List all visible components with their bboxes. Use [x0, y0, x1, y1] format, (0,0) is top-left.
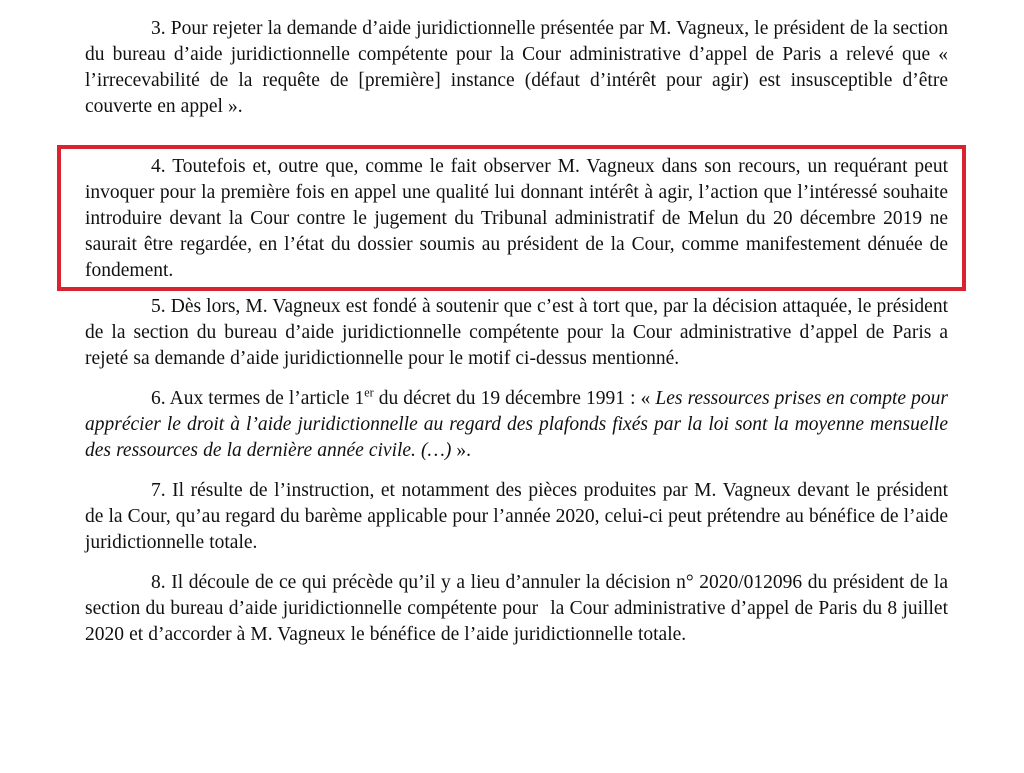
paragraph-8-part-1: 8. Il découle de ce qui précède qu’il y a lieu d’annuler la décision n° 2020/012096 du président de la section du bureau d’aide juridictionnelle compétente pour — [85, 572, 948, 619]
red-highlight-box — [57, 145, 966, 291]
paragraph-6 — [85, 386, 948, 464]
paragraph-8 — [85, 570, 948, 648]
paragraph-3: 3. Pour rejeter la demande d’aide juridictionnelle présentée par M. Vagneux, le président de la section du bureau d’aide juridictionnelle compétente pour la Cour administrative d’appel de Paris a relevé que « l’irrecevabilité de la requête de [première] instance (défaut d’intérêt pour agir) est insusceptible d’être couverte en appel ». — [85, 18, 948, 117]
paragraph-6-trailing: ». — [456, 440, 472, 461]
paragraph-5: 5. Dès lors, M. Vagneux est fondé à soutenir que c’est à tort que, par la décision attaquée, le président de la section du bureau d’aide juridictionnelle compétente pour la Cour administrative d’appel de Paris a rejeté sa demande d’aide juridictionnelle pour le motif ci-dessus mentionné. — [85, 296, 948, 369]
paragraph-8-gap — [538, 598, 550, 619]
ordinal-superscript: er — [364, 385, 374, 400]
paragraph-6-lead: 6. Aux termes de l’article 1 — [151, 388, 365, 409]
paragraph-7: 7. Il résulte de l’instruction, et notamment des pièces produites par M. Vagneux devant le président de la Cour, qu’au regard du barème applicable pour l’année 2020, celui-ci peut prétendre au bénéfice de l’aide juridictionnelle totale. — [85, 480, 948, 553]
paragraph-4: 4. Toutefois et, outre que, comme le fait observer M. Vagneux dans son recours, un requérant peut invoquer pour la première fois en appel une qualité lui donnant intérêt à agir, l’action que l’intéressé souhaite introduire devant la Cour contre le jugement du Tribunal administratif de Melun du 20 décembre 2019 ne saurait être regardée, en l’état du dossier soumis au président de la Cour, comme manifestement dénuée de fondement. — [85, 156, 948, 281]
paragraph-6-mid: du décret du 19 décembre 1991 : « — [373, 388, 656, 409]
paragraph-8-part-2: la Cour administrative d’appel de Paris du 8 juillet 2020 et d’accorder à M. Vagneux le bénéfice de l’aide juridictionnelle totale. — [85, 598, 948, 645]
document-text-column — [85, 16, 948, 648]
paragraph-6-quoted-statute: Les ressources prises en compte pour apprécier le droit à l’aide juridictionnelle au regard des plafonds fixés par la loi sont la moyenne mensuelle des ressources de la dernière année civile. (…) — [85, 388, 948, 461]
